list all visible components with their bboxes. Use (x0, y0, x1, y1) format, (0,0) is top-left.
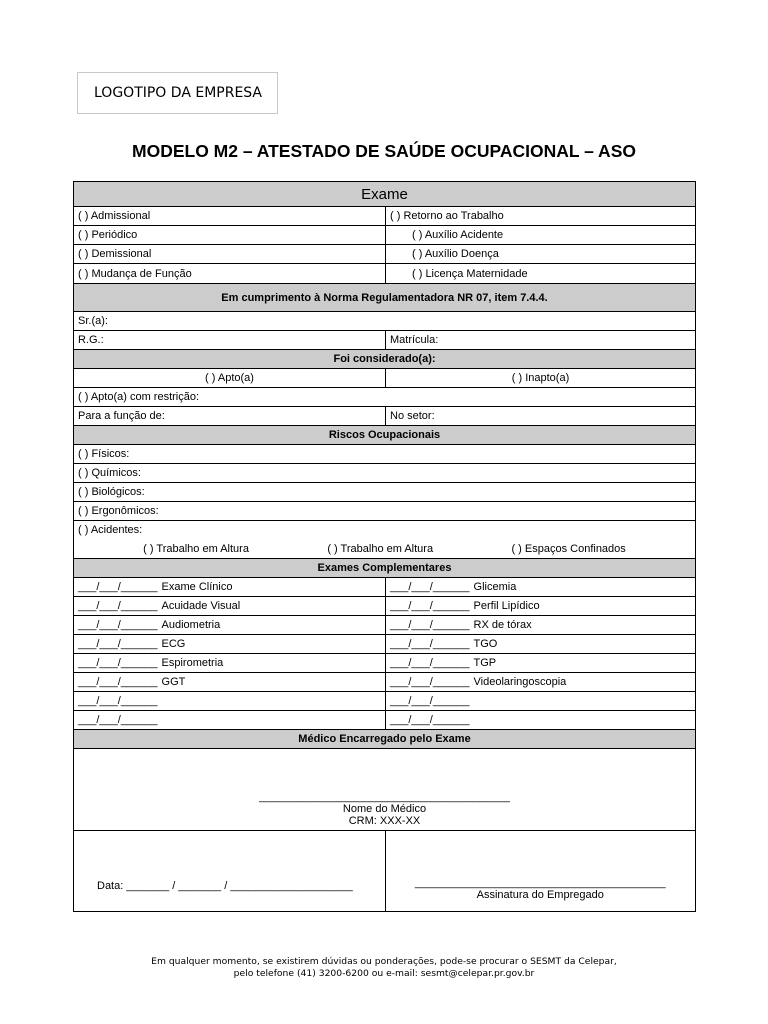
checkbox-admissional[interactable]: ( ) Admissional (78, 210, 151, 222)
exam-date-blank: ___/___/______ (390, 638, 470, 650)
exam-row (74, 691, 695, 710)
checkbox-risco-fisicos[interactable]: ( ) Físicos: (78, 448, 130, 460)
exam-row (74, 634, 695, 653)
exam-cell[interactable] (385, 616, 695, 634)
checkbox-inapto[interactable]: ( ) Inapto(a) (385, 369, 695, 387)
exam-name: Perfil Lipídico (473, 600, 540, 612)
checkbox-risco-biologicos[interactable]: ( ) Biológicos: (78, 486, 145, 498)
date-label: Data: _______ / _______ / ____________________ (97, 880, 353, 892)
checkbox-apto-restricao[interactable]: ( ) Apto(a) com restrição: (78, 391, 200, 403)
document-title: MODELO M2 – ATESTADO DE SAÚDE OCUPACIONAL – ASO (132, 141, 636, 161)
medico-crm: CRM: XXX-XX (348, 815, 421, 827)
exam-row (74, 596, 695, 615)
exam-date-blank: ___/___/______ (78, 619, 158, 631)
exam-name: GGT (161, 676, 186, 688)
exam-cell[interactable] (74, 597, 385, 615)
exam-cell[interactable] (385, 654, 695, 672)
aso-form (73, 181, 696, 912)
checkbox-periodico[interactable]: ( ) Periódico (78, 229, 138, 241)
exam-cell[interactable] (74, 578, 385, 596)
exam-row (74, 672, 695, 691)
exam-date-blank: ___/___/______ (78, 714, 158, 726)
exam-name: Acuidade Visual (161, 600, 241, 612)
exam-date-blank: ___/___/______ (78, 695, 158, 707)
field-funcao[interactable]: Para a função de: (78, 410, 165, 422)
date-field[interactable] (74, 831, 385, 911)
exam-row (74, 615, 695, 634)
section-header-riscos: Riscos Ocupacionais (74, 426, 695, 444)
exam-date-blank: ___/___/______ (390, 600, 470, 612)
section-header-considerado: Foi considerado(a): (74, 350, 695, 368)
logo-text: LOGOTIPO DA EMPRESA (94, 85, 263, 101)
exam-name: RX de tórax (473, 619, 532, 631)
norma-header: Em cumprimento à Norma Regulamentadora NR 07, item 7.4.4. (74, 284, 695, 311)
employee-signature-line: _________________________________________ (414, 877, 666, 889)
footer-line-2: pelo telefone (41) 3200-6200 ou e-mail: sesmt@celepar.pr.gov.br (233, 968, 535, 979)
exam-date-blank: ___/___/______ (78, 581, 158, 593)
field-matricula[interactable]: Matrícula: (385, 331, 695, 349)
exam-name: TGP (473, 657, 497, 669)
field-setor[interactable]: No setor: (385, 407, 695, 425)
medico-nome: Nome do Médico (342, 803, 427, 815)
field-rg[interactable]: R.G.: (78, 334, 104, 346)
exam-cell[interactable] (385, 578, 695, 596)
exam-name: ECG (161, 638, 186, 650)
exam-cell[interactable] (74, 692, 385, 710)
exam-name: Glicemia (473, 581, 517, 593)
checkbox-risco-quimicos[interactable]: ( ) Químicos: (78, 467, 141, 479)
checkbox-risco-ergonomicos[interactable]: ( ) Ergonômicos: (78, 505, 159, 517)
exam-date-blank: ___/___/______ (78, 676, 158, 688)
exam-name: Exame Clínico (161, 581, 233, 593)
checkbox-licenca-maternidade[interactable]: ( ) Licença Maternidade (385, 264, 695, 283)
checkbox-mudanca-funcao[interactable]: ( ) Mudança de Função (78, 267, 192, 280)
company-logo-placeholder (77, 72, 278, 114)
exam-cell[interactable] (74, 673, 385, 691)
checkbox-apto[interactable]: ( ) Apto(a) (205, 372, 254, 384)
exam-date-blank: ___/___/______ (390, 714, 470, 726)
checkbox-trabalho-altura-2[interactable]: ( ) Trabalho em Altura (327, 542, 434, 555)
checkbox-retorno-trabalho[interactable]: ( ) Retorno ao Trabalho (385, 207, 695, 225)
exam-cell[interactable] (385, 635, 695, 653)
exam-name: Espirometria (161, 657, 224, 669)
exam-row (74, 577, 695, 596)
medico-signature-block[interactable] (74, 749, 695, 831)
section-header-complementares: Exames Complementares (74, 559, 695, 577)
exam-cell[interactable] (385, 711, 695, 729)
checkbox-auxilio-acidente[interactable]: ( ) Auxílio Acidente (385, 226, 695, 244)
checkbox-trabalho-altura-1[interactable]: ( ) Trabalho em Altura (143, 542, 249, 555)
checkbox-espacos-confinados[interactable]: ( ) Espaços Confinados (511, 542, 626, 555)
exam-cell[interactable] (385, 597, 695, 615)
exam-row (74, 710, 695, 729)
exam-cell[interactable] (385, 692, 695, 710)
footer-note (0, 956, 768, 980)
exam-cell[interactable] (74, 654, 385, 672)
exam-date-blank: ___/___/______ (78, 600, 158, 612)
employee-signature-block[interactable] (385, 831, 696, 911)
section-header-medico: Médico Encarregado pelo Exame (74, 730, 695, 748)
exam-cell[interactable] (385, 673, 695, 691)
exam-date-blank: ___/___/______ (390, 581, 470, 593)
checkbox-demissional[interactable]: ( ) Demissional (78, 248, 152, 260)
employee-signature-label: Assinatura do Empregado (476, 889, 604, 901)
exam-name: Audiometria (161, 619, 221, 631)
checkbox-auxilio-doenca[interactable]: ( ) Auxílio Doença (385, 245, 695, 263)
exam-name: TGO (473, 638, 498, 650)
exam-date-blank: ___/___/______ (390, 619, 470, 631)
exam-cell[interactable] (74, 616, 385, 634)
exam-date-blank: ___/___/______ (390, 657, 470, 669)
exam-cell[interactable] (74, 711, 385, 729)
acidentes-subitems (74, 539, 695, 558)
medico-signature-line: _________________________________________ (259, 791, 510, 803)
exam-date-blank: ___/___/______ (78, 657, 158, 669)
field-sr[interactable]: Sr.(a): (78, 315, 108, 327)
section-header-exame: Exame (74, 182, 695, 206)
footer-line-1: Em qualquer momento, se existirem dúvidas ou ponderações, pode-se procurar o SESMT da Celepar, (151, 956, 617, 967)
exam-name: Videolaringoscopia (473, 676, 567, 688)
exam-date-blank: ___/___/______ (390, 676, 470, 688)
exam-cell[interactable] (74, 635, 385, 653)
checkbox-risco-acidentes[interactable]: ( ) Acidentes: (78, 524, 143, 536)
exam-row (74, 653, 695, 672)
exam-date-blank: ___/___/______ (78, 638, 158, 650)
exam-date-blank: ___/___/______ (390, 695, 470, 707)
